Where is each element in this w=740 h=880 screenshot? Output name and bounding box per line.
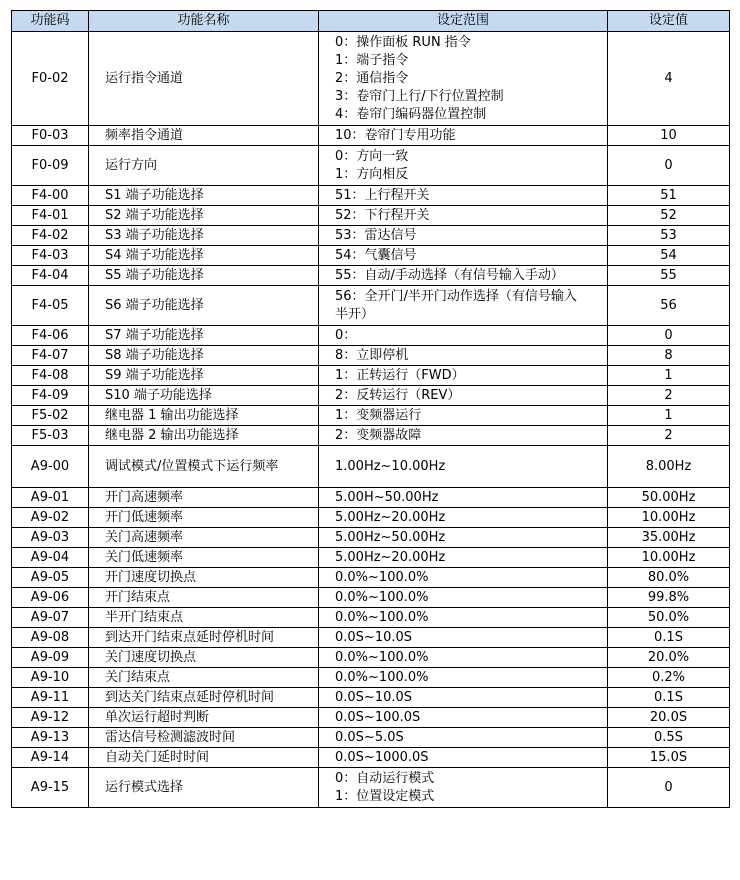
cell-code: A9-02 [12, 508, 89, 528]
cell-name: 关门速度切换点 [89, 648, 319, 668]
cell-range [319, 528, 608, 548]
range-line: 1：端子指令 [335, 52, 409, 68]
table-row [12, 628, 730, 648]
table-row [12, 668, 730, 688]
cell-name: S9 端子功能选择 [89, 366, 319, 386]
table-row [12, 748, 730, 768]
cell-code: A9-12 [12, 708, 89, 728]
cell-value: 10.00Hz [608, 508, 730, 528]
cell-value: 0.5S [608, 728, 730, 748]
cell-code: A9-01 [12, 488, 89, 508]
header-code: 功能码 [12, 11, 89, 32]
cell-code: F4-04 [12, 266, 89, 286]
table-row [12, 548, 730, 568]
cell-value: 52 [608, 206, 730, 226]
cell-value: 50.00Hz [608, 488, 730, 508]
cell-value: 8 [608, 346, 730, 366]
range-line: 0.0S~1000.0S [335, 749, 429, 765]
cell-name: S7 端子功能选择 [89, 326, 319, 346]
cell-code: A9-14 [12, 748, 89, 768]
cell-value: 99.8% [608, 588, 730, 608]
cell-name: S10 端子功能选择 [89, 386, 319, 406]
cell-code: A9-13 [12, 728, 89, 748]
cell-value: 2 [608, 426, 730, 446]
cell-range [319, 588, 608, 608]
cell-code: F0-09 [12, 146, 89, 186]
cell-name: S5 端子功能选择 [89, 266, 319, 286]
cell-range [319, 688, 608, 708]
table-body [12, 32, 730, 808]
range-line: 0.0%~100.0% [335, 649, 429, 665]
cell-code: F4-08 [12, 366, 89, 386]
cell-name: 关门结束点 [89, 668, 319, 688]
table-row [12, 246, 730, 266]
cell-value: 56 [608, 286, 730, 326]
cell-range [319, 648, 608, 668]
cell-name: S1 端子功能选择 [89, 186, 319, 206]
table-row [12, 386, 730, 406]
cell-name: 雷达信号检测滤波时间 [89, 728, 319, 748]
cell-value: 20.0S [608, 708, 730, 728]
cell-range [319, 186, 608, 206]
cell-value: 10 [608, 126, 730, 146]
table-row [12, 568, 730, 588]
cell-value: 53 [608, 226, 730, 246]
cell-name: S6 端子功能选择 [89, 286, 319, 326]
range-line: 0：操作面板 RUN 指令 [335, 34, 471, 50]
table-row [12, 688, 730, 708]
cell-code: F4-05 [12, 286, 89, 326]
range-line: 0.0%~100.0% [335, 589, 429, 605]
table-row [12, 508, 730, 528]
cell-range [319, 286, 608, 326]
cell-range [319, 748, 608, 768]
cell-value: 54 [608, 246, 730, 266]
range-line: 0.0S~100.0S [335, 709, 421, 725]
table-row [12, 226, 730, 246]
cell-range [319, 568, 608, 588]
cell-code: F4-07 [12, 346, 89, 366]
range-line: 53：雷达信号 [335, 227, 417, 243]
cell-name: 关门低速频率 [89, 548, 319, 568]
range-line: 10：卷帘门专用功能 [335, 127, 456, 143]
cell-code: A9-05 [12, 568, 89, 588]
range-line: 56：全开门/半开门动作选择（有信号输入 [335, 288, 577, 304]
cell-name: S8 端子功能选择 [89, 346, 319, 366]
range-line: 0：自动运行模式 [335, 770, 435, 786]
cell-code: F0-03 [12, 126, 89, 146]
cell-code: A9-06 [12, 588, 89, 608]
cell-range [319, 226, 608, 246]
cell-code: F4-01 [12, 206, 89, 226]
cell-range [319, 146, 608, 186]
cell-name: 单次运行超时判断 [89, 708, 319, 728]
cell-value: 0 [608, 768, 730, 808]
range-line: 51：上行程开关 [335, 187, 430, 203]
header-row [12, 11, 730, 32]
cell-name: 开门高速频率 [89, 488, 319, 508]
cell-range [319, 728, 608, 748]
cell-range [319, 246, 608, 266]
table-row [12, 126, 730, 146]
cell-range [319, 548, 608, 568]
range-line: 半开） [335, 306, 375, 322]
cell-value: 80.0% [608, 568, 730, 588]
cell-name: 到达关门结束点延时停机时间 [89, 688, 319, 708]
range-line: 5.00Hz~20.00Hz [335, 549, 446, 565]
range-line: 5.00Hz~20.00Hz [335, 509, 446, 525]
range-line: 1.00Hz~10.00Hz [335, 458, 446, 474]
cell-value: 0.2% [608, 668, 730, 688]
table-row [12, 426, 730, 446]
cell-code: F5-02 [12, 406, 89, 426]
range-line: 2：反转运行（REV） [335, 387, 461, 403]
range-line: 5.00H~50.00Hz [335, 489, 439, 505]
range-line: 1：方向相反 [335, 166, 409, 182]
cell-name: 半开门结束点 [89, 608, 319, 628]
cell-code: F4-03 [12, 246, 89, 266]
cell-code: F0-02 [12, 32, 89, 126]
range-line: 3：卷帘门上行/下行位置控制 [335, 88, 504, 104]
cell-value: 55 [608, 266, 730, 286]
cell-value: 51 [608, 186, 730, 206]
cell-code: F4-09 [12, 386, 89, 406]
table-row [12, 588, 730, 608]
cell-code: A9-00 [12, 446, 89, 488]
cell-name: 继电器 1 输出功能选择 [89, 406, 319, 426]
cell-range [319, 426, 608, 446]
header-name: 功能名称 [89, 11, 319, 32]
range-line: 1：变频器运行 [335, 407, 422, 423]
range-line: 5.00Hz~50.00Hz [335, 529, 446, 545]
cell-name: 关门高速频率 [89, 528, 319, 548]
cell-range [319, 346, 608, 366]
cell-code: A9-09 [12, 648, 89, 668]
cell-range [319, 708, 608, 728]
table-row [12, 206, 730, 226]
range-line: 0.0S~5.0S [335, 729, 404, 745]
range-line: 55：自动/手动选择（有信号输入手动） [335, 267, 564, 283]
range-line: 0.0S~10.0S [335, 689, 413, 705]
cell-range [319, 386, 608, 406]
table-row [12, 648, 730, 668]
range-line: 0.0%~100.0% [335, 569, 429, 585]
table-row [12, 608, 730, 628]
cell-value: 8.00Hz [608, 446, 730, 488]
range-line: 0：方向一致 [335, 148, 409, 164]
table-row [12, 146, 730, 186]
range-line: 4：卷帘门编码器位置控制 [335, 106, 487, 122]
cell-name: 开门低速频率 [89, 508, 319, 528]
cell-value: 0 [608, 326, 730, 346]
cell-value: 20.0% [608, 648, 730, 668]
cell-range [319, 266, 608, 286]
cell-code: A9-10 [12, 668, 89, 688]
table-row [12, 186, 730, 206]
cell-name: 运行模式选择 [89, 768, 319, 808]
range-line: 0： [335, 327, 357, 343]
cell-value: 0.1S [608, 688, 730, 708]
table-row [12, 728, 730, 748]
cell-name: S2 端子功能选择 [89, 206, 319, 226]
cell-name: 开门结束点 [89, 588, 319, 608]
cell-name: 频率指令通道 [89, 126, 319, 146]
table-row [12, 326, 730, 346]
cell-range [319, 628, 608, 648]
cell-value: 4 [608, 32, 730, 126]
table-row [12, 488, 730, 508]
range-line: 0.0%~100.0% [335, 669, 429, 685]
cell-value: 2 [608, 386, 730, 406]
cell-value: 1 [608, 406, 730, 426]
cell-range [319, 508, 608, 528]
parameter-table [11, 10, 730, 808]
cell-name: 开门速度切换点 [89, 568, 319, 588]
range-line: 2：通信指令 [335, 70, 409, 86]
cell-value: 1 [608, 366, 730, 386]
header-range: 设定范围 [319, 11, 608, 32]
table-row [12, 528, 730, 548]
cell-range [319, 768, 608, 808]
cell-range [319, 366, 608, 386]
table-row [12, 406, 730, 426]
cell-name: 调试模式/位置模式下运行频率 [89, 446, 319, 488]
cell-name: S4 端子功能选择 [89, 246, 319, 266]
cell-range [319, 608, 608, 628]
cell-range [319, 126, 608, 146]
cell-range [319, 326, 608, 346]
cell-range [319, 32, 608, 126]
cell-code: F4-06 [12, 326, 89, 346]
cell-value: 15.0S [608, 748, 730, 768]
cell-name: 到达开门结束点延时停机时间 [89, 628, 319, 648]
cell-value: 0 [608, 146, 730, 186]
cell-code: F4-00 [12, 186, 89, 206]
table-row [12, 708, 730, 728]
range-line: 0.0%~100.0% [335, 609, 429, 625]
table-row [12, 266, 730, 286]
cell-code: A9-08 [12, 628, 89, 648]
cell-code: A9-04 [12, 548, 89, 568]
cell-name: 运行指令通道 [89, 32, 319, 126]
cell-value: 10.00Hz [608, 548, 730, 568]
cell-name: 自动关门延时时间 [89, 748, 319, 768]
cell-range [319, 206, 608, 226]
cell-range [319, 488, 608, 508]
cell-code: A9-07 [12, 608, 89, 628]
range-line: 8：立即停机 [335, 347, 409, 363]
range-line: 0.0S~10.0S [335, 629, 413, 645]
table-row [12, 346, 730, 366]
table-row [12, 286, 730, 326]
cell-code: F4-02 [12, 226, 89, 246]
range-line: 52：下行程开关 [335, 207, 430, 223]
cell-name: S3 端子功能选择 [89, 226, 319, 246]
range-line: 1：正转运行（FWD） [335, 367, 465, 383]
cell-value: 0.1S [608, 628, 730, 648]
table-row [12, 32, 730, 126]
table-row [12, 446, 730, 488]
range-line: 2：变频器故障 [335, 427, 422, 443]
cell-range [319, 668, 608, 688]
table-row [12, 768, 730, 808]
header-value: 设定值 [608, 11, 730, 32]
cell-name: 继电器 2 输出功能选择 [89, 426, 319, 446]
cell-code: A9-11 [12, 688, 89, 708]
range-line: 1：位置设定模式 [335, 788, 435, 804]
table-row [12, 366, 730, 386]
range-line: 54：气囊信号 [335, 247, 417, 263]
cell-range [319, 406, 608, 426]
cell-value: 50.0% [608, 608, 730, 628]
table-header [12, 11, 730, 32]
cell-code: F5-03 [12, 426, 89, 446]
cell-name: 运行方向 [89, 146, 319, 186]
cell-code: A9-15 [12, 768, 89, 808]
cell-range [319, 446, 608, 488]
cell-value: 35.00Hz [608, 528, 730, 548]
cell-code: A9-03 [12, 528, 89, 548]
